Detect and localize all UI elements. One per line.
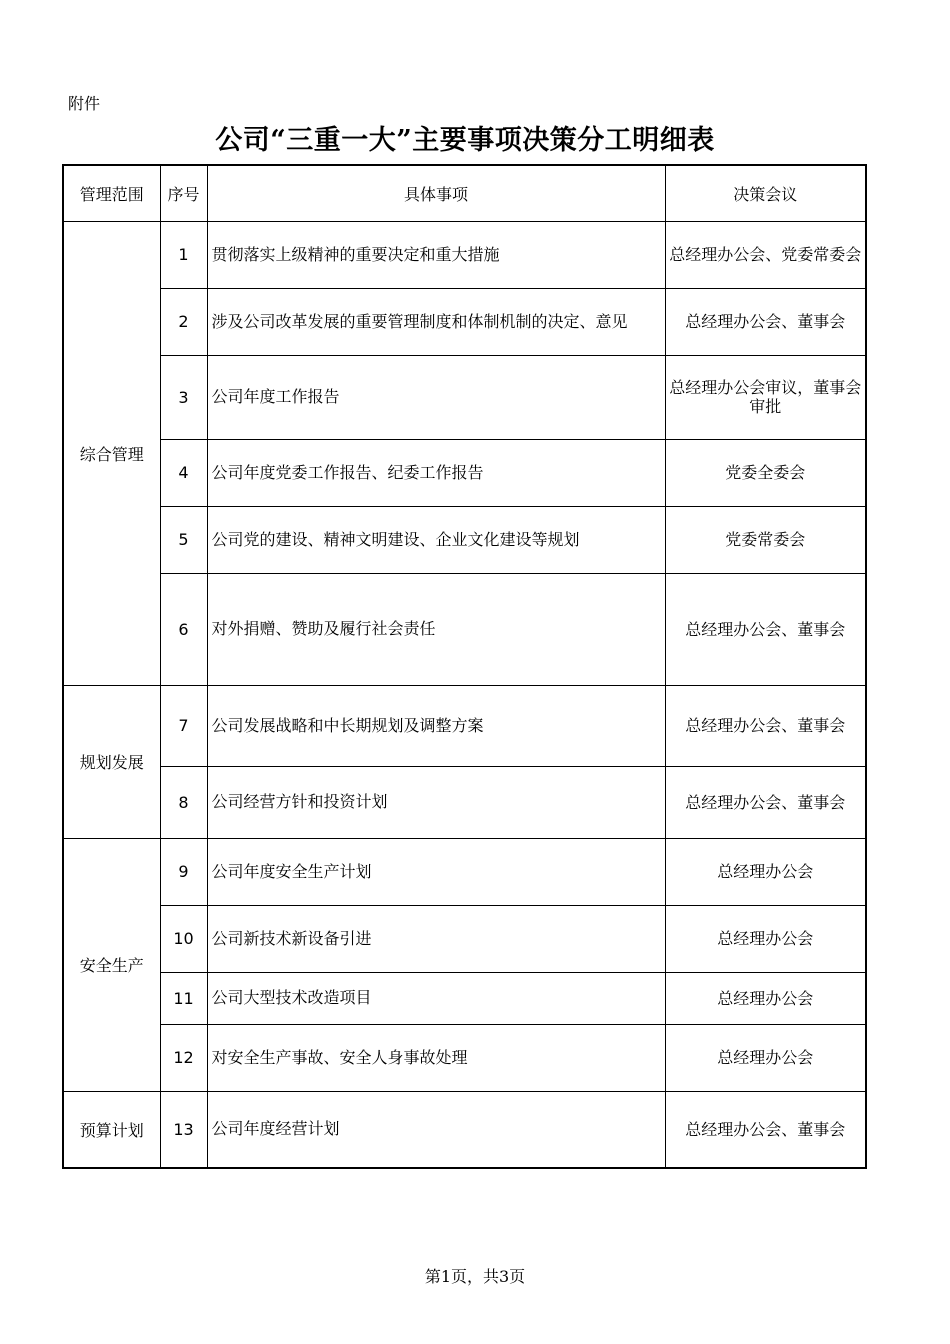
meeting-cell: 总经理办公会、董事会 [665, 685, 866, 766]
document-title: 公司“三重一大”主要事项决策分工明细表 [215, 125, 715, 156]
row-number: 1 [160, 221, 207, 288]
table-header-row [63, 165, 866, 221]
table-row [63, 972, 866, 1024]
attachment-label: 附件 [68, 94, 101, 113]
item-cell: 公司年度经营计划 [207, 1091, 665, 1168]
item-cell: 涉及公司改革发展的重要管理制度和体制机制的决定、意见 [207, 288, 665, 355]
row-number: 7 [160, 685, 207, 766]
item-cell: 对安全生产事故、安全人身事故处理 [207, 1024, 665, 1091]
item-cell: 公司党的建设、精神文明建设、企业文化建设等规划 [207, 506, 665, 573]
table-row [63, 905, 866, 972]
column-header-meeting: 决策会议 [665, 165, 866, 221]
meeting-cell: 总经理办公会 [665, 972, 866, 1024]
row-number: 6 [160, 573, 207, 685]
table-row [63, 506, 866, 573]
meeting-cell: 总经理办公会、董事会 [665, 573, 866, 685]
table-row [63, 355, 866, 439]
scope-cell: 综合管理 [63, 221, 160, 685]
item-cell: 公司新技术新设备引进 [207, 905, 665, 972]
row-number: 11 [160, 972, 207, 1024]
item-cell: 公司年度安全生产计划 [207, 838, 665, 905]
meeting-cell: 总经理办公会、董事会 [665, 1091, 866, 1168]
column-header-number: 序号 [160, 165, 207, 221]
table-row [63, 685, 866, 766]
row-number: 2 [160, 288, 207, 355]
item-cell: 公司年度工作报告 [207, 355, 665, 439]
meeting-cell: 总经理办公会、党委常委会 [665, 221, 866, 288]
page-number: 第1页，共3页 [424, 1267, 526, 1286]
table-row [63, 1024, 866, 1091]
table-row [63, 439, 866, 506]
table-row [63, 1091, 866, 1168]
scope-cell: 安全生产 [63, 838, 160, 1091]
item-cell: 公司发展战略和中长期规划及调整方案 [207, 685, 665, 766]
table-row [63, 288, 866, 355]
row-number: 5 [160, 506, 207, 573]
column-header-item: 具体事项 [207, 165, 665, 221]
item-cell: 公司经营方针和投资计划 [207, 766, 665, 838]
table-row [63, 766, 866, 838]
item-cell: 公司大型技术改造项目 [207, 972, 665, 1024]
meeting-cell: 总经理办公会 [665, 905, 866, 972]
row-number: 8 [160, 766, 207, 838]
meeting-cell: 党委常委会 [665, 506, 866, 573]
column-header-scope: 管理范围 [63, 165, 160, 221]
meeting-cell: 总经理办公会、董事会 [665, 766, 866, 838]
scope-cell: 预算计划 [63, 1091, 160, 1168]
row-number: 10 [160, 905, 207, 972]
row-number: 12 [160, 1024, 207, 1091]
meeting-cell: 总经理办公会审议，董事会审批 [665, 355, 866, 439]
meeting-cell: 总经理办公会、董事会 [665, 288, 866, 355]
scope-cell: 规划发展 [63, 685, 160, 838]
meeting-cell: 总经理办公会 [665, 1024, 866, 1091]
row-number: 4 [160, 439, 207, 506]
item-cell: 贯彻落实上级精神的重要决定和重大措施 [207, 221, 665, 288]
item-cell: 公司年度党委工作报告、纪委工作报告 [207, 439, 665, 506]
table-row [63, 573, 866, 685]
meeting-cell: 党委全委会 [665, 439, 866, 506]
meeting-cell: 总经理办公会 [665, 838, 866, 905]
decision-table [62, 164, 867, 1169]
item-cell: 对外捐赠、赞助及履行社会责任 [207, 573, 665, 685]
table-row [63, 221, 866, 288]
row-number: 3 [160, 355, 207, 439]
row-number: 13 [160, 1091, 207, 1168]
row-number: 9 [160, 838, 207, 905]
table-row [63, 838, 866, 905]
